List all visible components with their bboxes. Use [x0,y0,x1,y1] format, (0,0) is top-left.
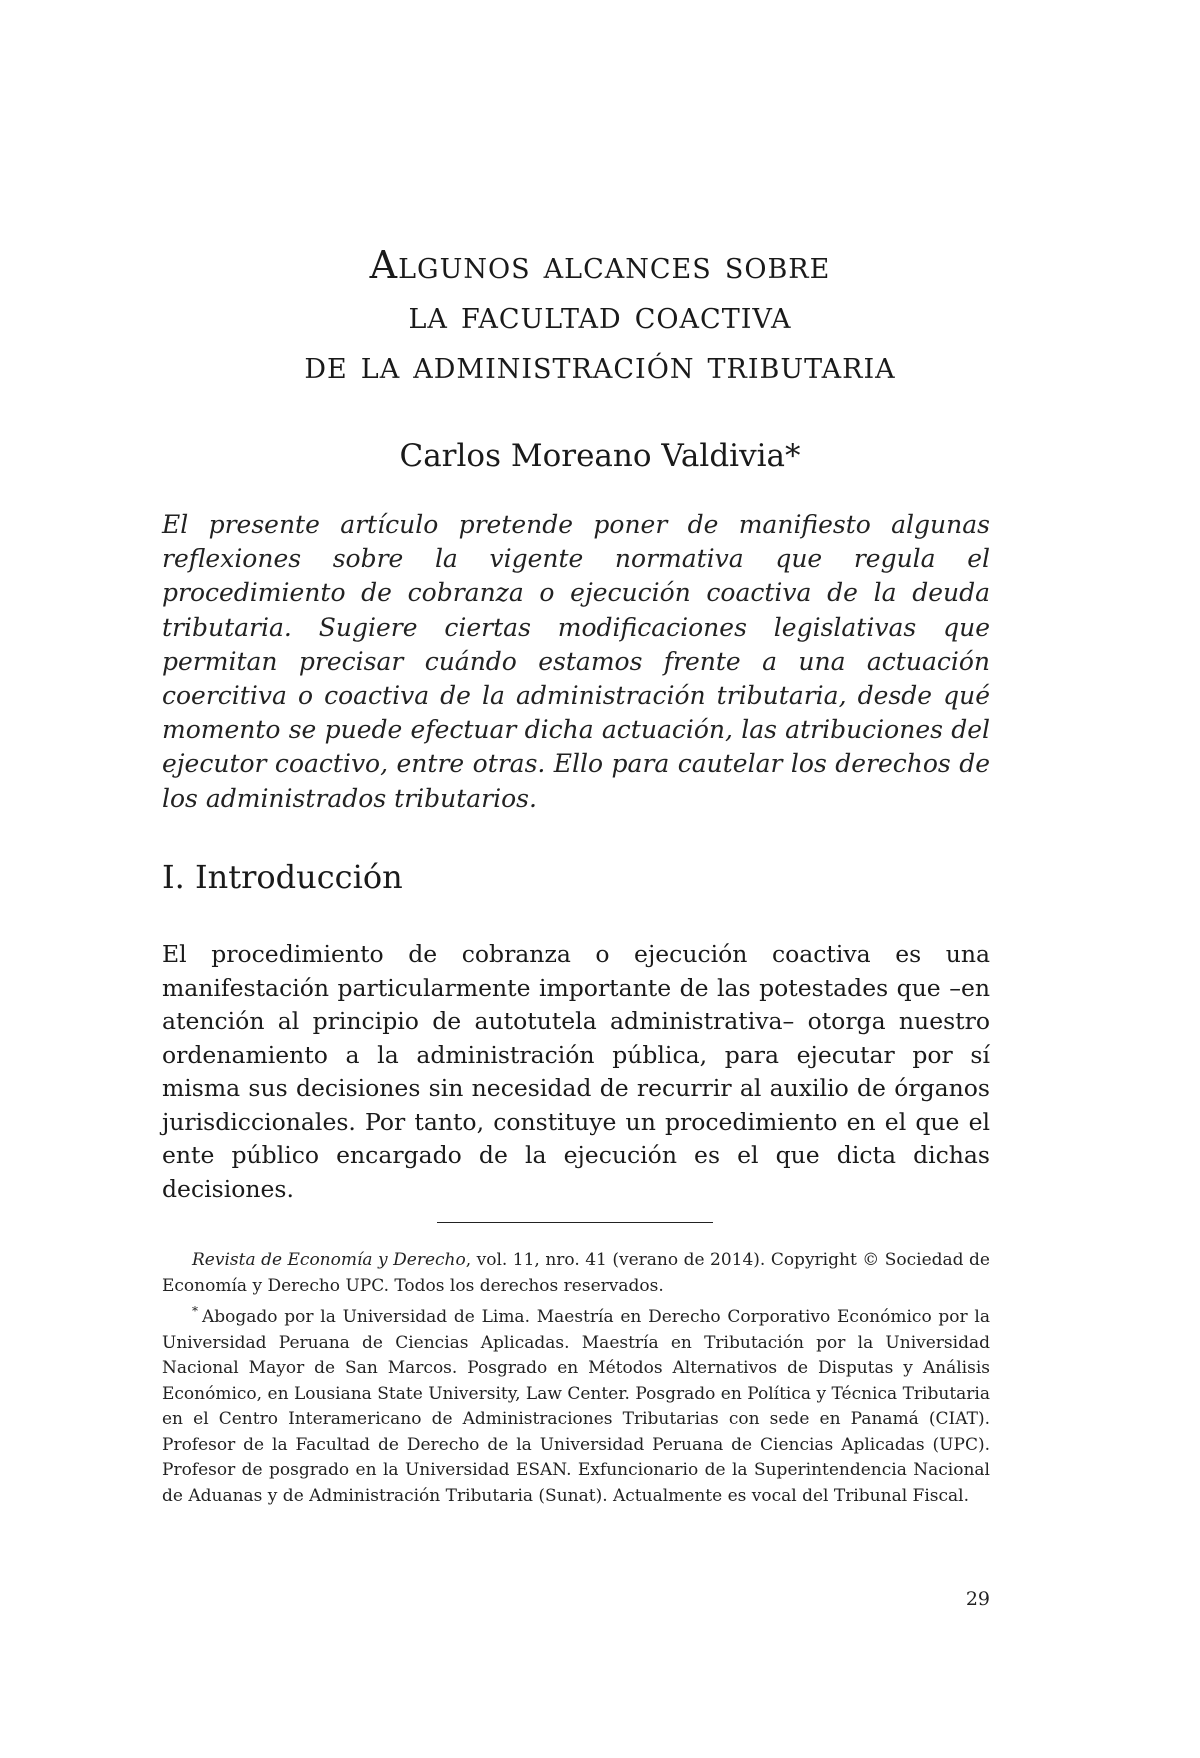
body-paragraph: El procedimiento de cobranza o ejecución coactiva es una manifestación particularmente importante de las potestades que –en atención al principio de autotutela administrativa– otorga nuestro ordenamiento a la administración pública, para ejecutar por sí misma sus decisiones sin necesidad de recurrir al auxilio de órganos jurisdiccionales. Por tanto, constituye un procedimiento en el que el ente público encargado de la ejecución es el que dicta dichas decisiones. [162,940,990,1203]
abstract: El presente artículo pretende poner de manifiesto algunas reflexiones sobre la vigente normativa que regula el procedimiento de cobranza o ejecución coactiva de la deuda tributaria. Sugiere ciertas modificaciones legislativas que permitan precisar cuándo estamos frente a una actuación coercitiva o coactiva de la administración tributaria, desde qué momento se puede efectuar dicha actuación, las atribuciones del ejecutor coactivo, entre otras. Ello para cautelar los derechos de los administrados tributarios. [162,510,990,813]
author-footnote [162,1305,990,1509]
journal-footnote [162,1248,990,1299]
footnote-divider [437,1222,713,1223]
page-number: 29 [965,1588,990,1610]
article-title [100,240,1100,390]
author-footnote-text: Abogado por la Universidad de Lima. Maestría en Derecho Corporativo Económico por la Universidad Peruana de Ciencias Aplicadas. Maestría en Tributación por la Universidad Nacional Mayor de San Marcos. Posgrado en Métodos Alternativos de Disputas y Análisis Económico, en Lousiana State University, Law Center. Posgrado en Política y Técnica Tributaria en el Centro Interamericano de Administraciones Tributarias con sede en Panamá (CIAT). Profesor de la Facultad de Derecho de la Universidad Peruana de Ciencias Aplicadas (UPC). Profesor de posgrado en la Universidad ESAN. Exfuncionario de la Superintendencia Nacional de Aduanas y de Administración Tributaria (Sunat). Actualmente es vocal del Tribunal Fiscal. [162,1307,990,1506]
author-name: Carlos Moreano Valdivia* [399,438,801,474]
journal-name: Revista de Economía y Derecho [192,1250,466,1270]
footnotes [162,1248,990,1509]
title-line-2: la facultad coactiva [408,293,792,337]
section-heading: I. Introducción [162,858,403,896]
title-line-1: Algunos alcances sobre [369,243,831,287]
footnote-mark: * [192,1304,198,1319]
title-line-3: de la administración tributaria [304,343,896,387]
journal-details: , vol. 11, nro. 41 (verano de 2014). Copyright © Sociedad de Economía y Derecho UPC. Todos los derechos reservados. [162,1250,990,1296]
